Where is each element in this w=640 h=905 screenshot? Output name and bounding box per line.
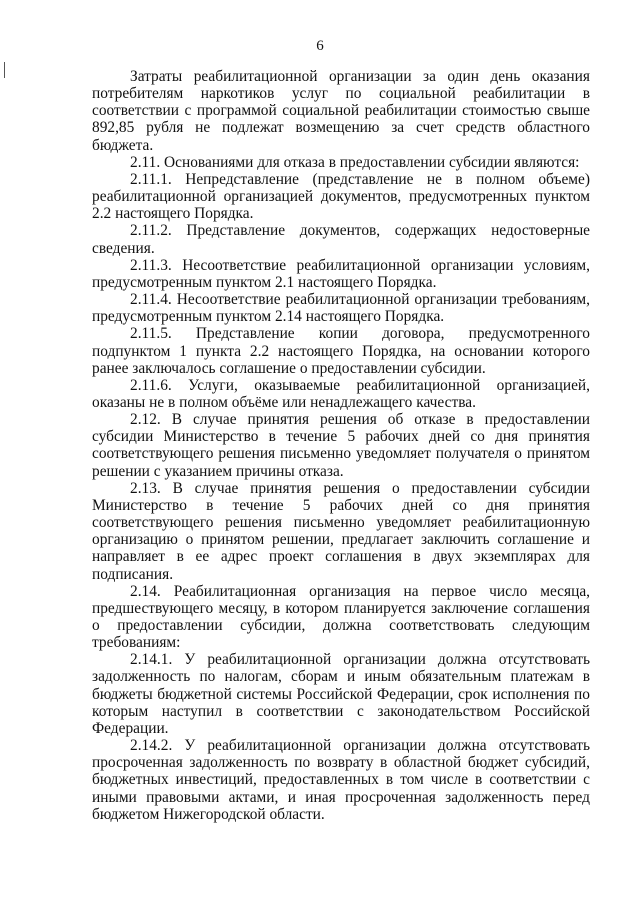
paragraph: 2.13. В случае принятия решения о предоставлении субсидии Министерство в течение 5 рабочих дней со дня принятия соответствующего решения письменно уведомляет реабилитационную организацию о принятом решении, предлагает заключить соглашение и направляет в ее адрес проект соглашения в двух экземплярах для подписания. — [92, 479, 590, 583]
paragraph: 2.12. В случае принятия решения об отказе в предоставлении субсидии Министерство в течение 5 рабочих дней со дня принятия соответствующего решения письменно уведомляет получателя о принятом решении с указанием причины отказа. — [92, 411, 590, 480]
page-number: 6 — [316, 38, 324, 54]
scan-margin-mark — [4, 62, 5, 78]
paragraph: 2.11.6. Услуги, оказываемые реабилитационной организацией, оказаны не в полном объёме или ненадлежащего качества. — [92, 376, 590, 411]
paragraph: 2.11.2. Представление документов, содержащих недостоверные сведения. — [92, 222, 590, 257]
paragraph: 2.14.2. У реабилитационной организации должна отсутствовать просроченная задолженность по возврату в областной бюджет субсидий, бюджетных инвестиций, предоставленных в том числе в соответствии с иными правовыми актами, и иная просроченная задолженность перед бюджетом Нижегородской области. — [92, 737, 590, 823]
paragraph: 2.11. Основаниями для отказа в предоставлении субсидии являются: — [130, 153, 580, 171]
paragraph: 2.11.5. Представление копии договора, предусмотренного подпунктом 1 пункта 2.2 настоящего Порядка, на основании которого ранее заключалось соглашение о предоставлении субсидии. — [92, 325, 590, 377]
paragraph: 2.14.1. У реабилитационной организации должна отсутствовать задолженность по налогам, сборам и иным обязательным платежам в бюджеты бюджетной системы Российской Федерации, срок исполнения по которым наступил в соответствии с законодательством Российской Федерации. — [92, 651, 590, 737]
paragraph: 2.11.1. Непредставление (представление не в полном объеме) реабилитационной организацией документов, предусмотренных пунктом 2.2 настоящего Порядка. — [92, 170, 590, 223]
paragraph: Затраты реабилитационной организации за один день оказания потребителям наркотиков услуг по социальной реабилитации в соответствии с программой социальной реабилитации стоимостью свыше 892,85 рубля не подлежат возмещению за счет средств областного бюджета. — [92, 68, 590, 154]
paragraph: 2.11.4. Несоответствие реабилитационной организации требованиям, предусмотренным пунктом 2.14 настоящего Порядка. — [92, 291, 590, 326]
paragraph: 2.14. Реабилитационная организация на первое число месяца, предшествующего месяцу, в котором планируется заключение соглашения о предоставлении субсидии, должна соответствовать следующим требованиям: — [92, 582, 590, 652]
document-body — [92, 68, 590, 823]
paragraph: 2.11.3. Несоответствие реабилитационной организации условиям, предусмотренным пунктом 2.1 настоящего Порядка. — [92, 256, 590, 291]
